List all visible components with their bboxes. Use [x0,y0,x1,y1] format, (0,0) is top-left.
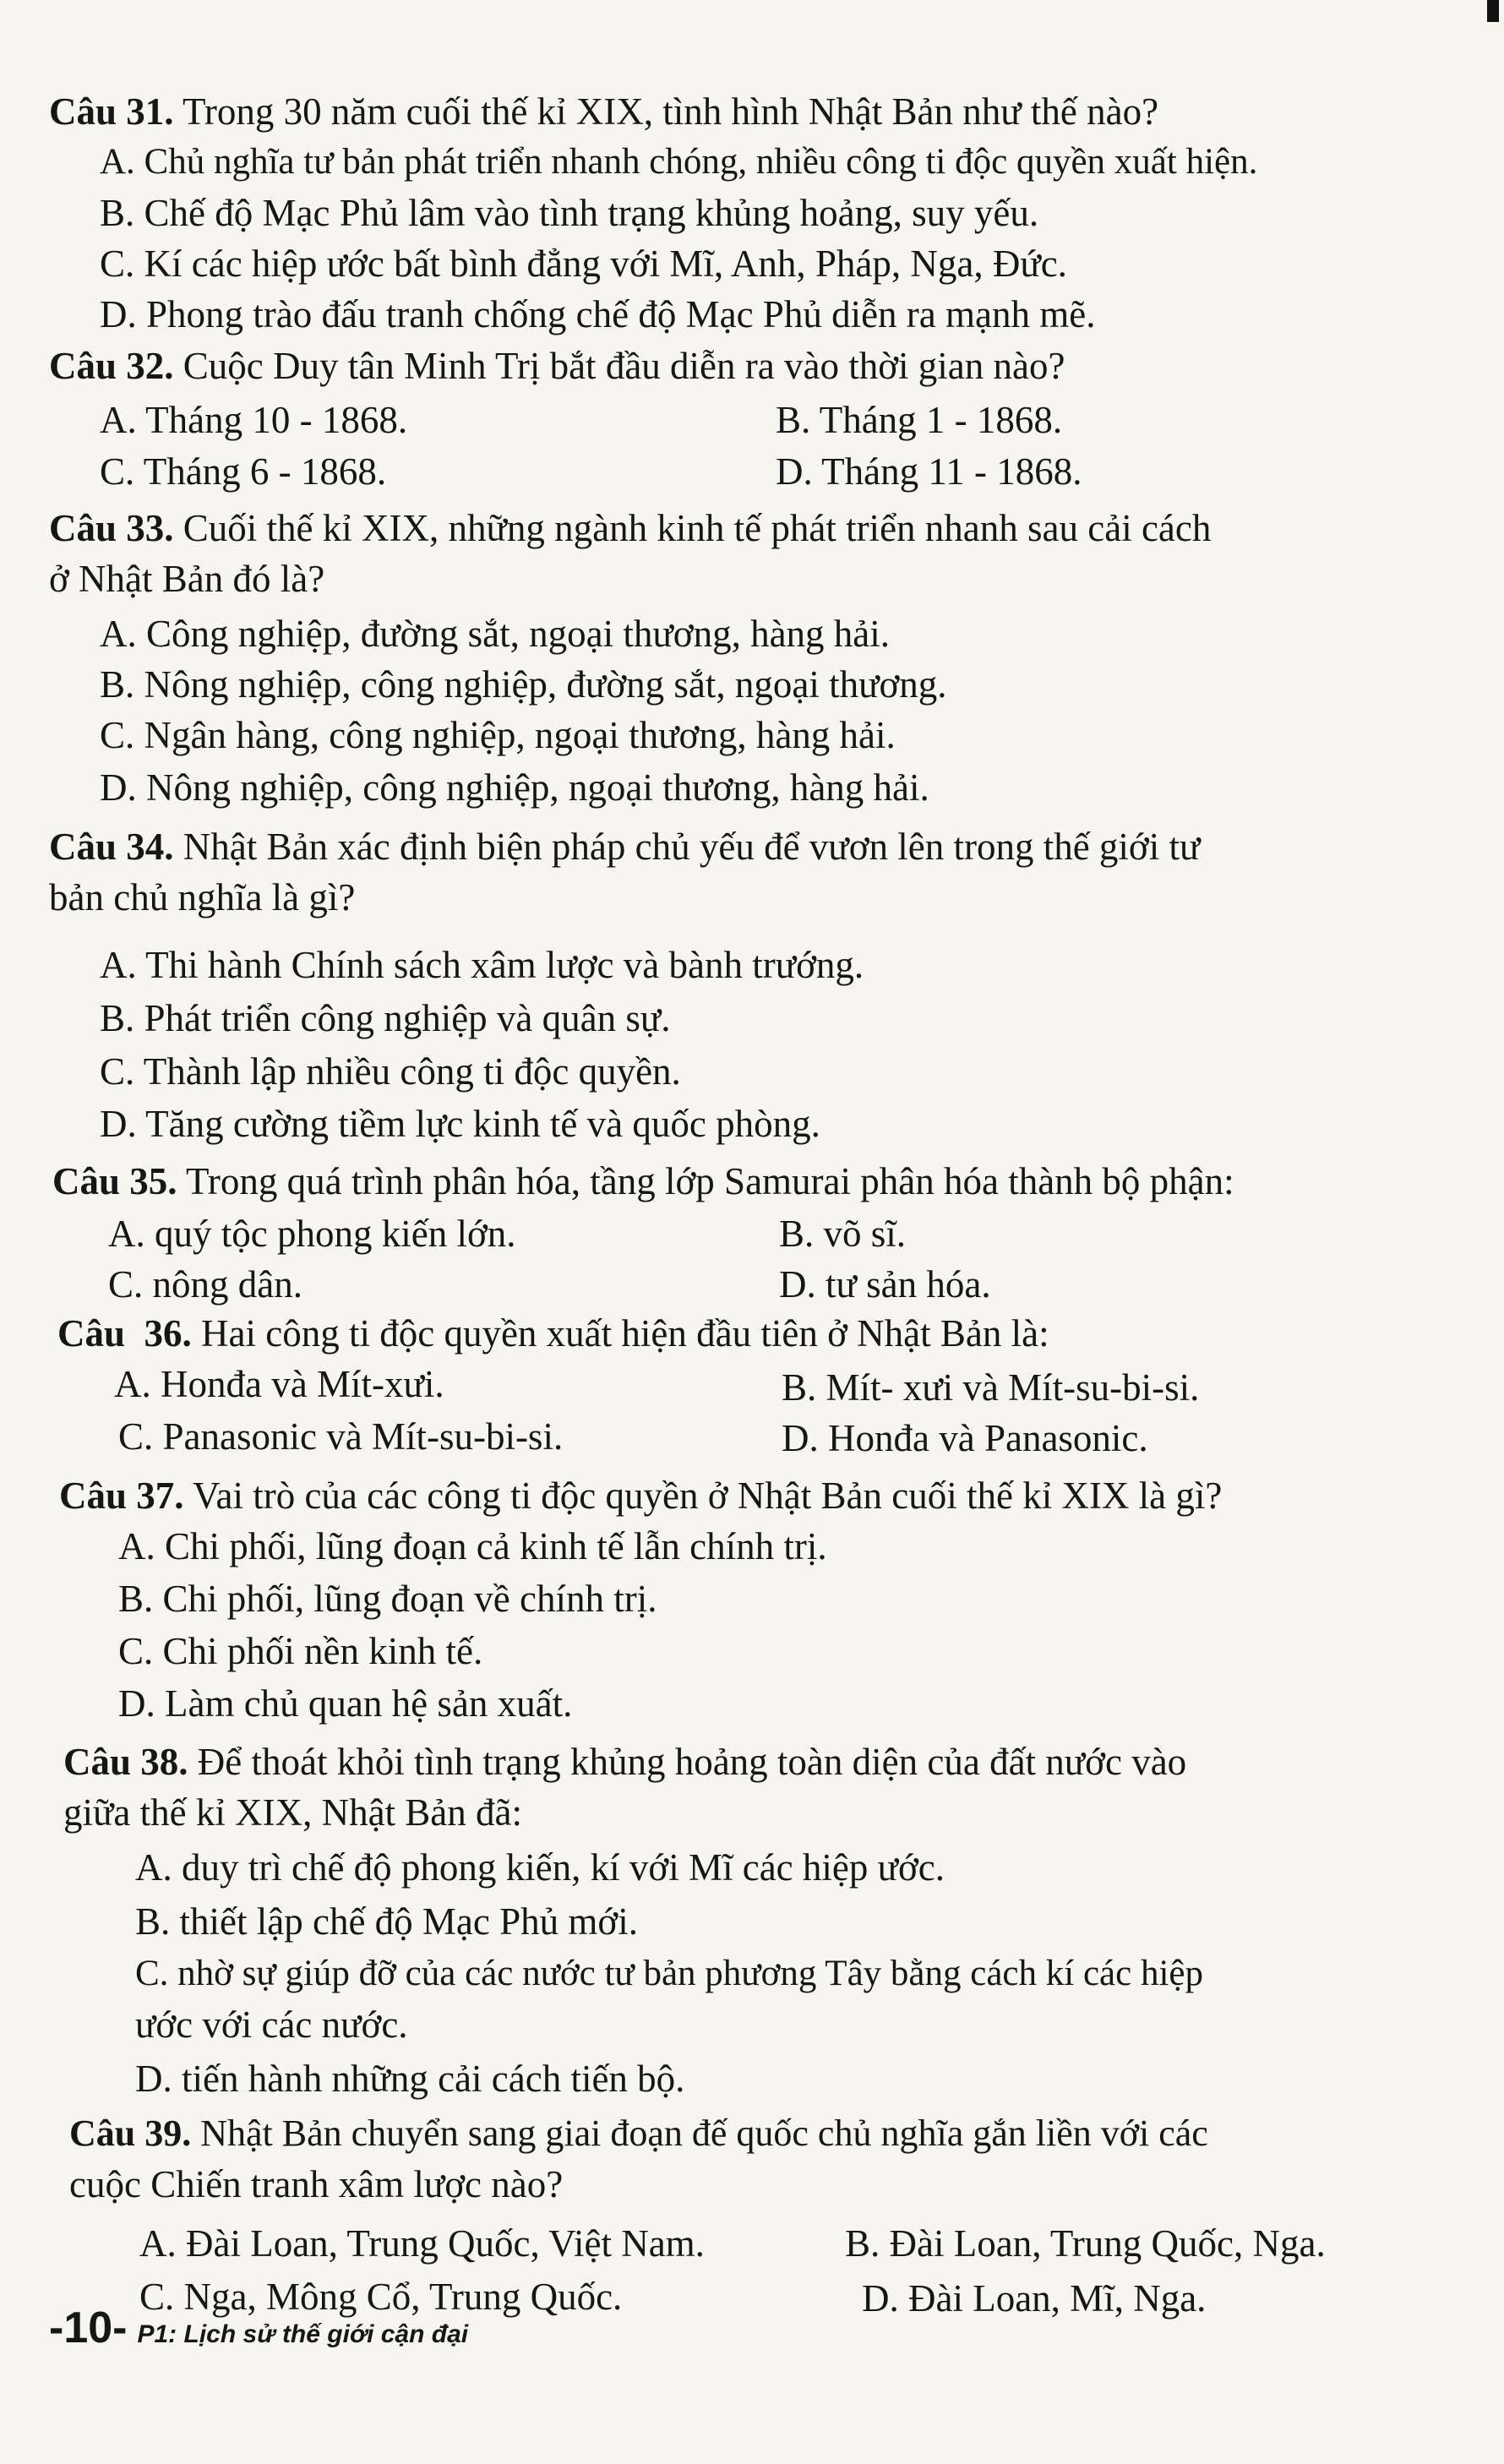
question-number: Câu 35. [52,1160,177,1202]
option-a: A. Chủ nghĩa tư bản phát triển nhanh chóng, nhiều công ti độc quyền xuất hiện. [100,142,1258,182]
option-d: D. Honđa và Panasonic. [782,1417,1148,1459]
question-34-stem-cont: bản chủ nghĩa là gì? [49,876,356,919]
option-a: A. Công nghiệp, đường sắt, ngoại thương, hàng hải. [100,613,891,655]
question-38-stem [63,1736,1186,1787]
question-text: Nhật Bản chuyển sang giai đoạn đế quốc chủ nghĩa gắn liền với các [200,2112,1208,2154]
option-c: C. Kí các hiệp ước bất bình đẳng với Mĩ, Anh, Pháp, Nga, Đức. [100,243,1067,285]
question-number: Câu 33. [49,507,174,549]
option-c: C. nhờ sự giúp đỡ của các nước tư bản phương Tây bằng cách kí các hiệp [135,1954,1203,1993]
option-b: B. Chế độ Mạc Phủ lâm vào tình trạng khủng hoảng, suy yếu. [100,192,1039,234]
option-d: D. Nông nghiệp, công nghiệp, ngoại thương, hàng hải. [100,766,929,809]
question-number: Câu 37. [59,1475,184,1517]
option-b: B. Nông nghiệp, công nghiệp, đường sắt, ngoại thương. [100,663,947,706]
question-number: Câu 32. [49,345,174,387]
question-text: Nhật Bản xác định biện pháp chủ yếu để vươn lên trong thế giới tư [183,826,1201,868]
question-text: Cuộc Duy tân Minh Trị bắt đầu diễn ra vào thời gian nào? [183,345,1065,387]
option-c: C. Tháng 6 - 1868. [100,450,387,493]
option-b: B. thiết lập chế độ Mạc Phủ mới. [135,1900,638,1943]
question-39-stem-cont: cuộc Chiến tranh xâm lược nào? [69,2163,564,2205]
question-number: Câu 31. [49,90,174,133]
option-d: D. Làm chủ quan hệ sản xuất. [118,1682,573,1725]
page-number: -10- [49,2303,128,2352]
question-text: Để thoát khỏi tình trạng khủng hoảng toàn diện của đất nước vào [197,1741,1187,1783]
option-a: A. Tháng 10 - 1868. [100,399,408,441]
option-b: B. võ sĩ. [779,1213,907,1255]
option-b: B. Chi phối, lũng đoạn về chính trị. [118,1578,657,1620]
option-a: A. Đài Loan, Trung Quốc, Việt Nam. [139,2222,705,2265]
question-38-stem-cont: giữa thế kỉ XIX, Nhật Bản đã: [63,1791,523,1834]
option-c: C. Thành lập nhiều công ti độc quyền. [100,1050,681,1093]
option-b: B. Đài Loan, Trung Quốc, Nga. [845,2222,1326,2265]
question-text: Vai trò của các công ti độc quyền ở Nhật Bản cuối thế kỉ XIX là gì? [192,1475,1223,1517]
question-32-stem [49,341,1065,391]
option-c: C. Ngân hàng, công nghiệp, ngoại thương, hàng hải. [100,714,896,756]
option-c: C. Panasonic và Mít-su-bi-si. [118,1415,564,1458]
question-number: Câu 38. [63,1741,188,1783]
question-35-stem [52,1156,1234,1207]
option-d: D. tiến hành những cải cách tiến bộ. [135,2058,685,2100]
option-a: A. Honđa và Mít-xưi. [114,1363,444,1405]
question-36-stem [57,1308,1049,1359]
question-number: Câu 39. [69,2112,192,2154]
option-b: B. Mít- xưi và Mít-su-bi-si. [782,1366,1200,1409]
option-c: C. Nga, Mông Cổ, Trung Quốc. [139,2276,623,2318]
question-number: Câu 36. [57,1312,192,1355]
question-34-stem [49,821,1200,872]
option-c-cont: ước với các nước. [135,2003,408,2046]
question-text: Cuối thế kỉ XIX, những ngành kinh tế phát triển nhanh sau cải cách [183,507,1212,549]
option-c: C. Chi phối nền kinh tế. [118,1630,483,1672]
question-39-stem [69,2108,1208,2159]
question-33-stem-cont: ở Nhật Bản đó là? [49,558,325,600]
scan-corner-mark [1487,0,1499,22]
option-d: D. Phong trào đấu tranh chống chế độ Mạc Phủ diễn ra mạnh mẽ. [100,293,1096,335]
option-d: D. Tăng cường tiềm lực kinh tế và quốc phòng. [100,1103,820,1145]
book-title: P1: Lịch sử thế giới cận đại [137,2320,469,2348]
option-c: C. nông dân. [108,1263,302,1306]
page-footer [49,2303,468,2353]
option-a: A. duy trì chế độ phong kiến, kí với Mĩ các hiệp ước. [135,1846,945,1889]
question-number: Câu 34. [49,826,174,868]
question-text: Trong 30 năm cuối thế kỉ XIX, tình hình Nhật Bản như thế nào? [182,90,1159,133]
option-a: A. Thi hành Chính sách xâm lược và bành trướng. [100,944,864,986]
option-d: D. Đài Loan, Mĩ, Nga. [862,2277,1207,2320]
option-a: A. quý tộc phong kiến lớn. [108,1213,516,1255]
option-b: B. Tháng 1 - 1868. [776,399,1063,441]
question-31-stem [49,86,1158,137]
option-d: D. Tháng 11 - 1868. [776,450,1082,493]
question-text: Hai công ti độc quyền xuất hiện đầu tiên ở Nhật Bản là: [201,1312,1049,1355]
option-a: A. Chi phối, lũng đoạn cả kinh tế lẫn chính trị. [118,1525,827,1567]
question-33-stem [49,503,1211,553]
question-text: Trong quá trình phân hóa, tầng lớp Samurai phân hóa thành bộ phận: [185,1160,1234,1202]
option-b: B. Phát triển công nghiệp và quân sự. [100,997,671,1039]
option-d: D. tư sản hóa. [779,1263,991,1306]
question-37-stem [59,1470,1222,1521]
